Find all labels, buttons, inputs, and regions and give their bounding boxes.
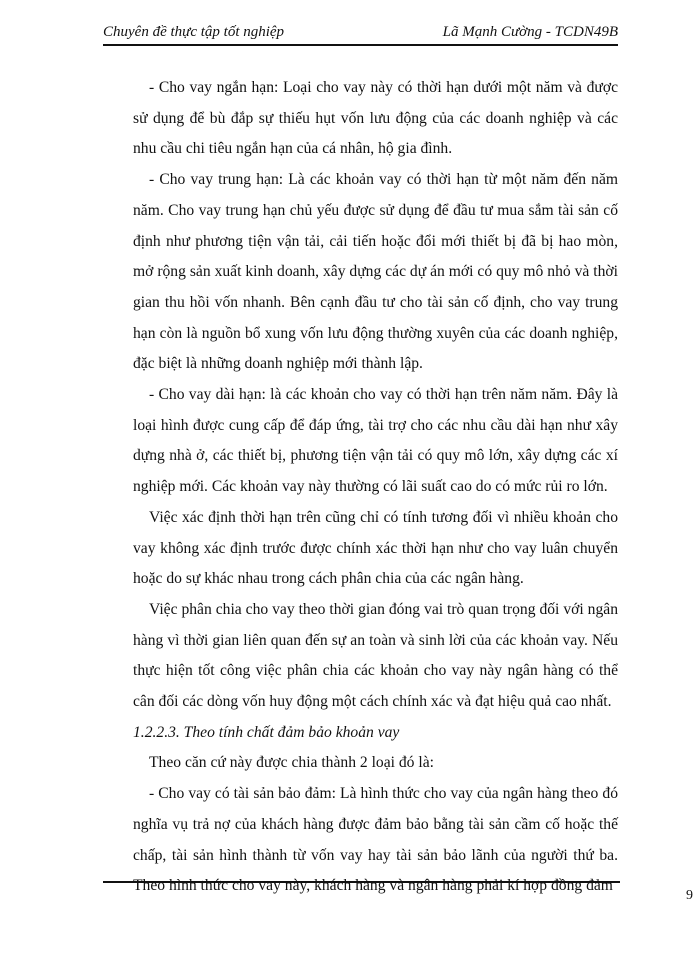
- header-author: Lã Mạnh Cường - TCDN49B: [442, 24, 618, 40]
- paragraph-medium-term-loans: - Cho vay trung hạn: Là các khoản vay có thời hạn từ một năm đến năm năm. Cho vay trung hạn chủ yếu được sử dụng để đầu tư mua sắm tài sản cố định như phương tiện vận tải, cải tiến hoặc đổi mới thiết bị đã bị hao mòn, mở rộng sản xuất kinh doanh, xây dựng các dự án mới có quy mô nhỏ và thời gian thu hồi vốn nhanh. Bên cạnh đầu tư cho tài sản cố định, cho vay trung hạn còn là nguồn bổ xung vốn lưu động thường xuyên của các doanh nghiệp, đặc biệt là những doanh nghiệp mới thành lập.: [133, 171, 618, 373]
- paragraph-term-importance: Việc phân chia cho vay theo thời gian đóng vai trò quan trọng đối với ngân hàng vì thời gian liên quan đến sự an toàn và sinh lời của các khoản vay. Nếu thực hiện tốt công việc phân chia các khoản cho vay này ngân hàng có thể cân đối các dòng vốn huy động một cách chính xác và đạt hiệu quả cao nhất.: [133, 600, 618, 711]
- paragraph-classification-intro: Theo căn cứ này được chia thành 2 loại đó là:: [149, 754, 434, 772]
- paragraph-short-term-loans: - Cho vay ngắn hạn: Loại cho vay này có thời hạn dưới một năm và được sử dụng để bù đắp sự thiếu hụt vốn lưu động của các doanh nghiệp và các nhu cầu chi tiêu ngắn hạn của cá nhân, hộ gia đình.: [133, 79, 618, 158]
- page-body: [133, 73, 618, 902]
- header-document-title: Chuyên đề thực tập tốt nghiệp: [103, 24, 285, 40]
- page-header: [103, 14, 618, 46]
- paragraph-long-term-loans: - Cho vay dài hạn: là các khoản cho vay có thời hạn trên năm năm. Đây là loại hình được cung cấp để đáp ứng, tài trợ cho các nhu cầu dài hạn như xây dựng nhà ở, các thiết bị, phương tiện vận tải có quy mô lớn, xây dựng các xí nghiệp mới. Các khoản vay này thường có lãi suất cao do có mức rủi ro lớn.: [133, 386, 618, 496]
- paragraph-secured-loans: - Cho vay có tài sản bảo đảm: Là hình thức cho vay của ngân hàng theo đó nghĩa vụ trả nợ của khách hàng được đảm bảo bằng tài sản cầm cố hoặc thế chấp, tài sản hình thành từ vốn vay hay tài sản bảo lãnh của người thứ ba. Theo hình thức cho vay này, khách hàng và ngân hàng phải kí hợp đồng đảm: [133, 785, 618, 895]
- footer-divider: [103, 881, 620, 883]
- page-number: 9: [686, 888, 693, 903]
- section-heading: 1.2.2.3. Theo tính chất đảm bảo khoản vay: [133, 723, 400, 741]
- paragraph-term-relativity: Việc xác định thời hạn trên cũng chỉ có tính tương đối vì nhiều khoản cho vay không xác định trước được chính xác thời hạn như cho vay luân chuyển hoặc do sự khác nhau trong cách phân chia của các ngân hàng.: [133, 508, 618, 588]
